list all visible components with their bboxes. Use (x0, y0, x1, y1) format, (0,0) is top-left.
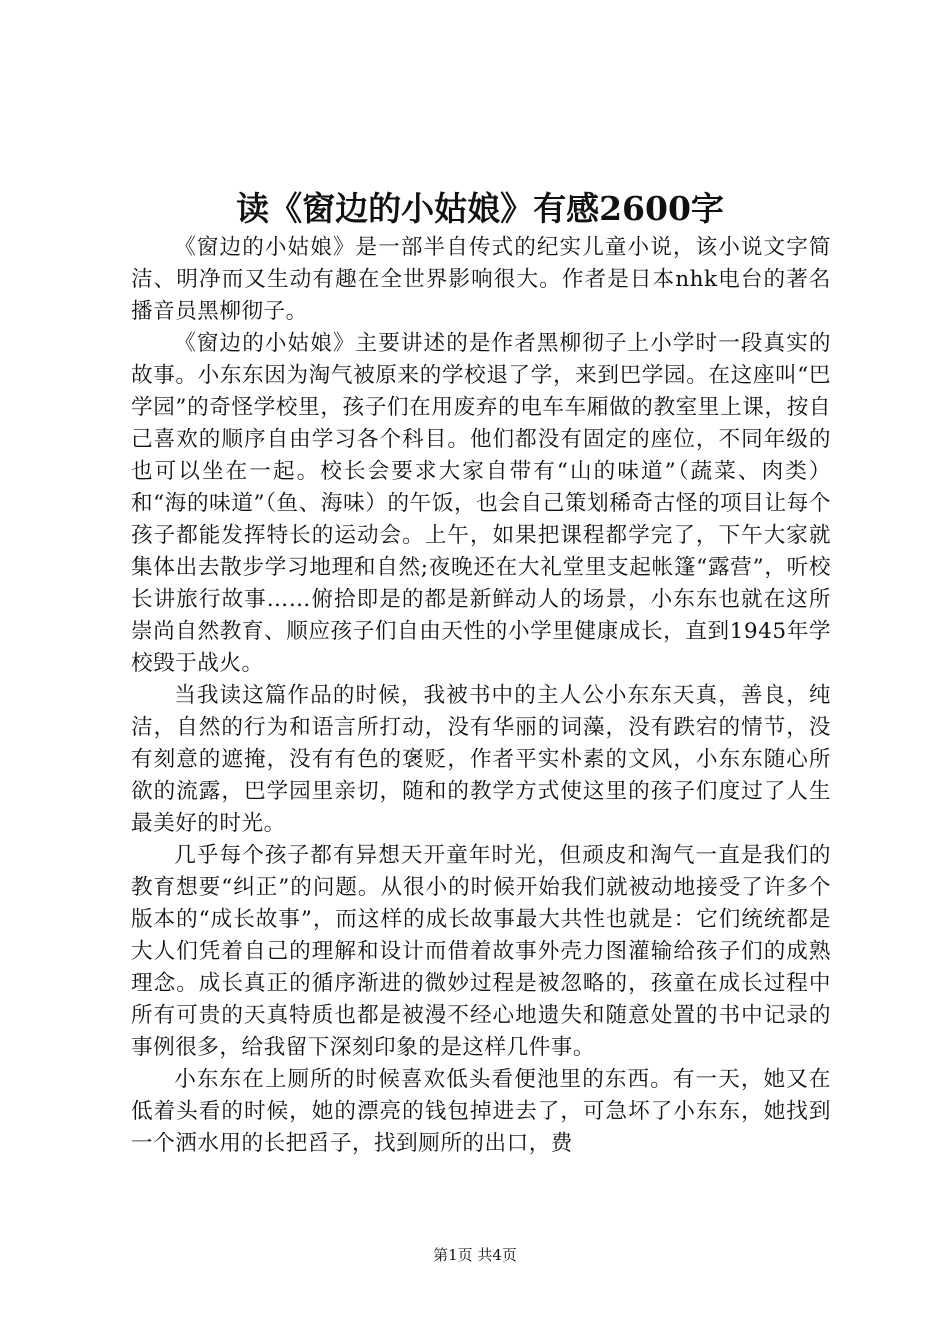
paragraph: 小东东在上厕所的时候喜欢低头看便池里的东西。有一天，她又在低着头看的时候，她的漂亮的钱包掉进去了，可急坏了小东东，她找到一个洒水用的长把舀子，找到厕所的出口，费 (131, 1067, 831, 1156)
document-body (131, 232, 831, 1160)
paragraph: 《窗边的小姑娘》主要讲述的是作者黑柳彻子上小学时一段真实的故事。小东东因为淘气被原来的学校退了学，来到巴学园。在这座叫“巴学园”的奇怪学校里，孩子们在用废弃的电车车厢做的教室里上课，按自己喜欢的顺序自由学习各个科目。他们都没有固定的座位，不同年级的也可以坐在一起。校长会要求大家自带有“山的味道”（蔬菜、肉类）和“海的味道”（鱼、海味）的午饭，也会自己策划稀奇古怪的项目让每个孩子都能发挥特长的运动会。上午，如果把课程都学完了，下午大家就集体出去散步学习地理和自然;夜晚还在大礼堂里支起帐篷“露营”，听校长讲旅行故事……俯拾即是的都是新鲜动人的场景，小东东也就在这所崇尚自然教育、顺应孩子们自由天性的小学里健康成长，直到1945年学校毁于战火。 (131, 331, 831, 676)
paragraph: 几乎每个孩子都有异想天开童年时光，但顽皮和淘气一直是我们的教育想要“纠正”的问题。从很小的时候开始我们就被动地接受了许多个版本的“成长故事”，而这样的成长故事最大共性也就是：它们统统都是大人们凭着自己的理解和设计而借着故事外壳力图灌输给孩子们的成熟理念。成长真正的循序渐进的微妙过程是被忽略的，孩童在成长过程中所有可贵的天真特质也都是被漫不经心地遗失和随意处置的书中记录的事例很多，给我留下深刻印象的是这样几件事。 (131, 843, 831, 1060)
paragraph: 当我读这篇作品的时候，我被书中的主人公小东东天真，善良，纯洁，自然的行为和语言所打动，没有华丽的词藻，没有跌宕的情节，没有刻意的遮掩，没有有色的褒贬，作者平实朴素的文风，小东东随心所欲的流露，巴学园里亲切，随和的教学方式使这里的孩子们度过了人生最美好的时光。 (131, 683, 831, 836)
document-title: 读《窗边的小姑娘》有感2600字 (236, 189, 724, 228)
page-footer: 第1页 共4页 (433, 1246, 517, 1264)
paragraph: 《窗边的小姑娘》是一部半自传式的纪实儿童小说，该小说文字简洁、明净而又生动有趣在全世界影响很大。作者是日本nhk电台的著名播音员黑柳彻子。 (131, 235, 831, 324)
